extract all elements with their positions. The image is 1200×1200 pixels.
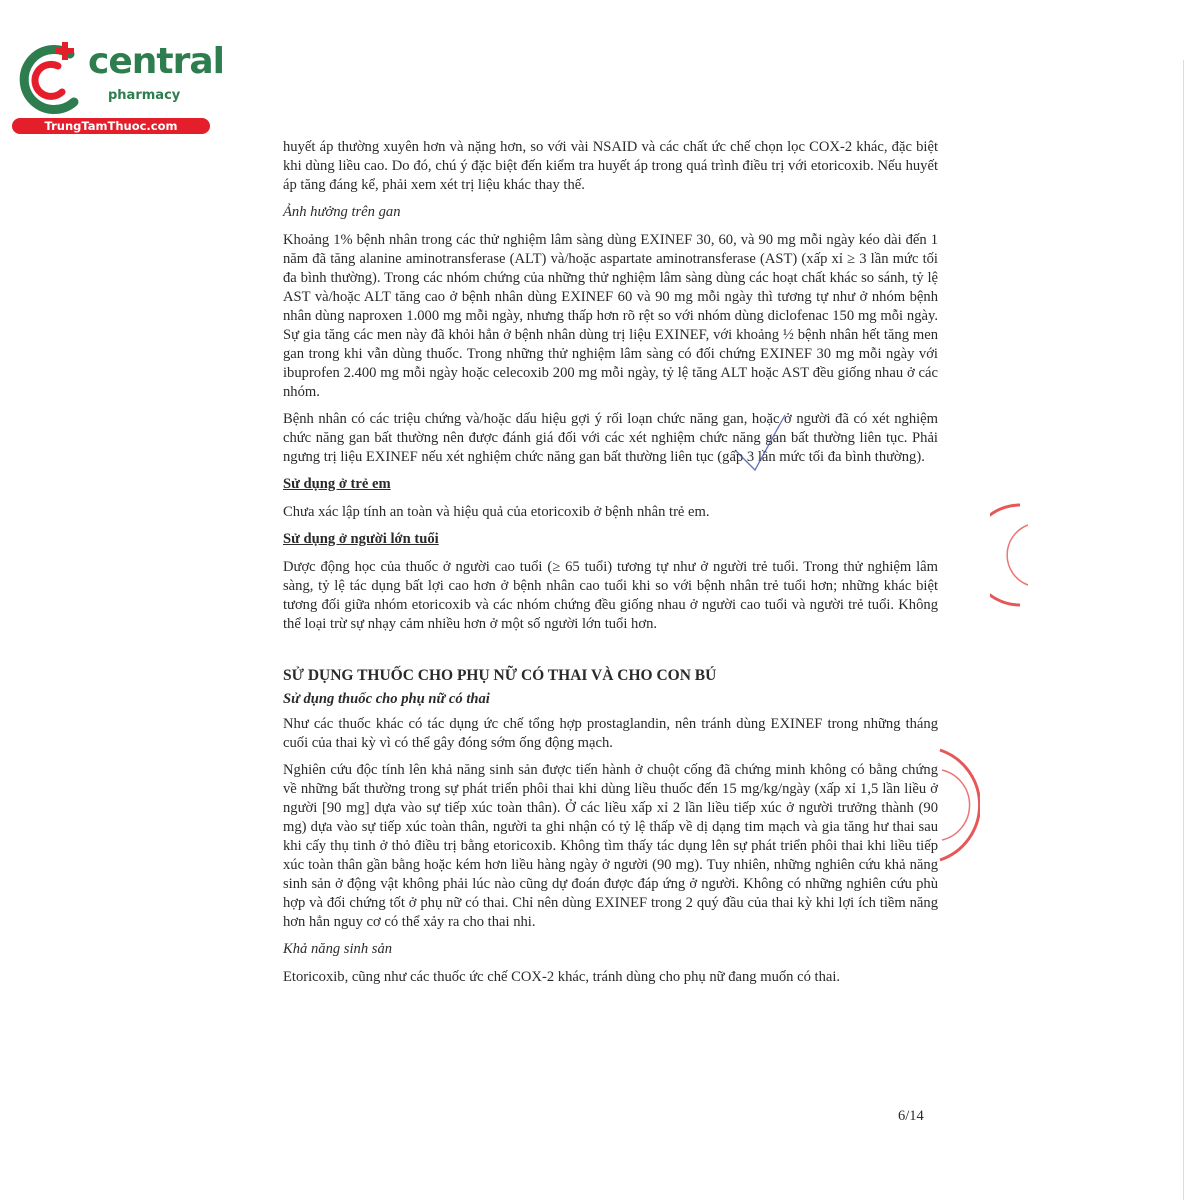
paragraph-blood-pressure: huyết áp thường xuyên hơn và nặng hơn, so với vài NSAID và các chất ức chế chọn lọc COX-2 khác, đặc biệt khi dùng liều cao. Do đó, chú ý đặc biệt đến kiểm tra huyết áp trong quá trình điều trị với etoricoxib. Nếu huyết áp tăng đáng kể, phải xem xét trị liệu khác thay thế. — [283, 139, 938, 193]
paragraph-children: Chưa xác lập tính an toàn và hiệu quả của etoricoxib ở bệnh nhân trẻ em. — [283, 504, 710, 520]
paragraph-liver-enzymes: Khoảng 1% bệnh nhân trong các thử nghiệm lâm sàng dùng EXINEF 30, 60, và 90 mg mỗi ngày kéo dài đến 1 năm đã tăng alanine aminotransferase (ALT) và/hoặc aspartate aminotransferase (AST) (xấp xỉ ≥ 3 lần mức tối đa bình thường). Trong các nhóm chứng của những thử nghiệm lâm sàng dùng các hoạt chất khác so sánh, tỷ lệ AST và/hoặc ALT tăng cao ở bệnh nhân dùng EXINEF 60 và 90 mg mỗi ngày thì tương tự như ở nhóm bệnh nhân dùng naproxen 1.000 mg mỗi ngày, nhưng thấp hơn rõ rệt so với nhóm dùng diclofenac 150 mg mỗi ngày. Sự gia tăng các men này đã khỏi hẳn ở bệnh nhân dùng trị liệu EXINEF, với khoảng ½ bệnh nhân hết tăng men gan trong khi vẫn dùng thuốc. Trong những thử nghiệm lâm sàng có đối chứng EXINEF 30 mg mỗi ngày với ibuprofen 2.400 mg mỗi ngày hoặc celecoxib 200 mg mỗi ngày, tỷ lệ tăng ALT hoặc AST đều giống nhau ở các nhóm. — [283, 232, 938, 400]
paragraph-pregnancy-late: Như các thuốc khác có tác dụng ức chế tổng hợp prostaglandin, nên tránh dùng EXINEF trong những tháng cuối của thai kỳ vì có thể gây đóng sớm ống động mạch. — [283, 716, 938, 751]
heading-use-in-elderly: Sử dụng ở người lớn tuổi — [283, 531, 439, 547]
logo-website: TrungTamThuoc.com — [12, 118, 210, 134]
page-number: 6/14 — [898, 1108, 924, 1124]
scan-edge-line — [1183, 60, 1184, 1200]
heading-pregnancy: Sử dụng thuốc cho phụ nữ có thai — [283, 691, 490, 707]
red-stamp-partial-icon — [990, 500, 1030, 610]
heading-pregnancy-lactation: SỬ DỤNG THUỐC CHO PHỤ NỮ CÓ THAI VÀ CHO CON BÚ — [283, 667, 717, 684]
paragraph-fertility: Etoricoxib, cũng như các thuốc ức chế COX-2 khác, tránh dùng cho phụ nữ đang muốn có thai. — [283, 969, 841, 985]
pen-check-mark-icon — [715, 410, 795, 480]
logo-subtitle: pharmacy — [108, 88, 181, 103]
paragraph-reproductive-toxicity: Nghiên cứu độc tính lên khả năng sinh sản được tiến hành ở chuột cống đã chứng minh không có bằng chứng về những bất thường trong sự phát triển phôi thai khi dùng liều thuốc đến 15 mg/kg/ngày (xấp xỉ 1,5 lần liều ở người [90 mg] dựa vào sự tiếp xúc toàn thân). Ở các liều xấp xỉ 2 lần liều tiếp xúc ở người trưởng thành (90 mg) dựa vào sự tiếp xúc toàn thân, người ta ghi nhận có tỷ lệ thấp về dị dạng tim mạch và gia tăng hư thai sau khi cấy thụ tinh ở thỏ điều trị bằng etoricoxib. Không tìm thấy tác dụng lên sự phát triển phôi thai khi liều tiếp xúc toàn thân gần bằng hoặc kém hơn liều hàng ngày ở người (90 mg). Tuy nhiên, những nghiên cứu khả năng sinh sản ở động vật không phải lúc nào cũng dự đoán được đáp ứng ở người. Không có những nghiên cứu phù hợp và đối chứng tốt ở phụ nữ có thai. Chỉ nên dùng EXINEF trong 2 quý đầu của thai kỳ khi lợi ích tiềm năng hơn hẳn nguy cơ có thể xảy ra cho thai nhi. — [283, 762, 938, 930]
heading-fertility: Khả năng sinh sản — [283, 941, 393, 957]
red-stamp-partial-icon — [932, 745, 980, 865]
paragraph-liver-monitoring: Bệnh nhân có các triệu chứng và/hoặc dấu hiệu gợi ý rối loạn chức năng gan, hoặc ở người đã có xét nghiệm chức năng gan bất thường nên được đánh giá đối với các xét nghiệm chức năng gan bất thường liên tục. Phải ngưng trị liệu EXINEF nếu xét nghiệm chức năng gan bất thường liên tục (gấp 3 lần mức tối đa bình thường). — [283, 411, 938, 465]
document-body — [283, 138, 938, 995]
heading-liver-effects: Ảnh hưởng trên gan — [283, 204, 401, 220]
logo-name: central — [88, 41, 224, 82]
heading-use-in-children: Sử dụng ở trẻ em — [283, 476, 391, 492]
paragraph-elderly: Dược động học của thuốc ở người cao tuổi (≥ 65 tuổi) tương tự như ở người trẻ tuổi. Trong thử nghiệm lâm sàng, tỷ lệ tác dụng bất lợi cao hơn ở bệnh nhân cao tuổi khi so với bệnh nhân trẻ tuổi hơn; những khác biệt tương đối giữa nhóm etoricoxib và các nhóm chứng đều giống nhau ở người cao tuổi và người trẻ tuổi. Không thể loại trừ sự nhạy cảm nhiều hơn ở một số người lớn tuổi hơn. — [283, 559, 938, 632]
